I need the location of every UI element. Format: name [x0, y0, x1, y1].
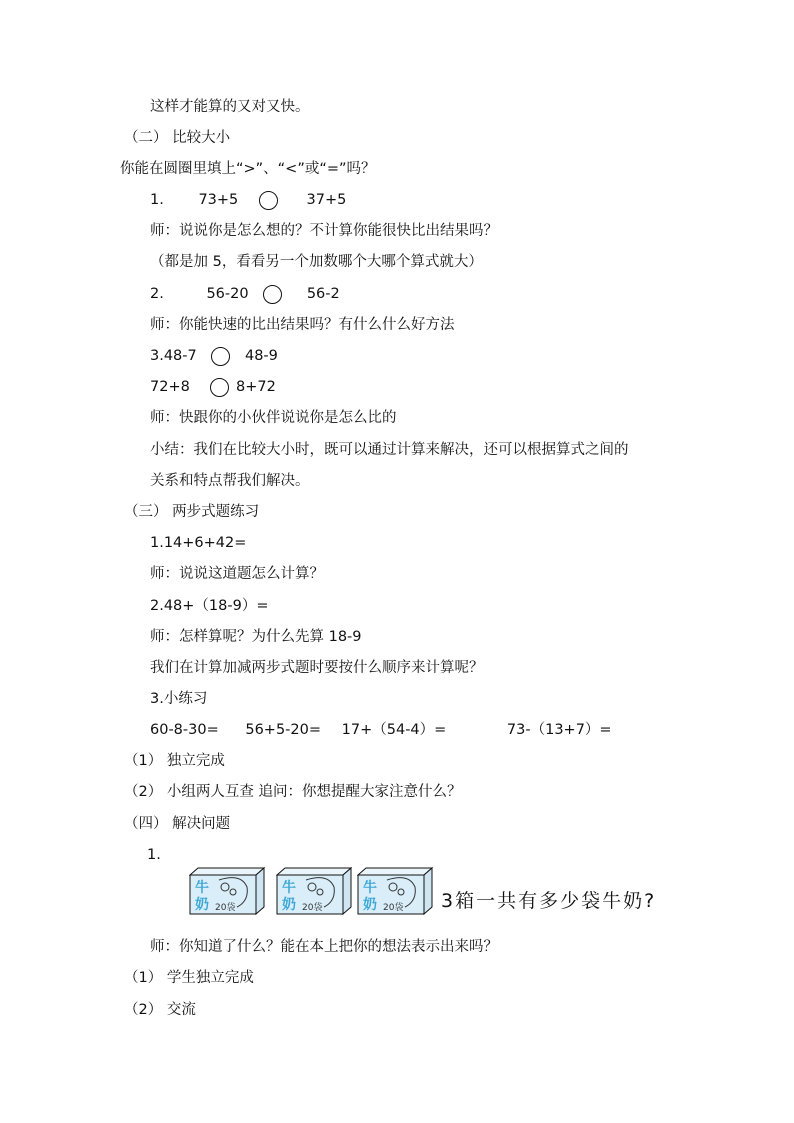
l26: 师：你知道了什么？能在本上把你的想法表示出来吗？	[150, 939, 498, 955]
compare-num: 2.	[150, 286, 164, 302]
l16: 师：说说这道题怎么计算？	[150, 566, 324, 582]
practice-item: 17+（54-4）=	[341, 722, 447, 738]
compare-row-4	[150, 377, 276, 397]
l23: （2） 小组两人互查 追问：你想提醒大家注意什么？	[124, 784, 462, 800]
section-2-heading: （二） 比较大小	[124, 130, 231, 146]
compare-left: 56-20	[206, 286, 249, 302]
l12: 小结：我们在比较大小时，既可以通过计算来解决，还可以根据算式之间的	[150, 442, 629, 458]
milk-char-top: 牛	[195, 880, 209, 896]
l18: 师：怎样算呢？为什么先算 18-9	[150, 629, 362, 645]
compare-right: 37+5	[306, 192, 347, 208]
milk-count: 20袋	[383, 903, 404, 913]
section-4-heading: （四） 解决问题	[124, 816, 231, 832]
compare-circle[interactable]	[263, 285, 282, 304]
l17: 2.48+（18-9）=	[150, 598, 269, 614]
milk-count: 20袋	[215, 903, 236, 913]
milk-char-bottom: 奶	[363, 897, 377, 913]
compare-row-3	[150, 346, 278, 366]
milk-question: 3箱一共有多少袋牛奶?	[441, 890, 657, 912]
compare-left: 72+8	[150, 379, 190, 395]
l28: （2） 交流	[124, 1002, 196, 1018]
l6: （都是加 5，看看另一个加数哪个大哪个算式就大）	[150, 254, 483, 270]
l3: 你能在圆圈里填上“>”、“<”或“=”吗？	[120, 161, 376, 177]
practice-item: 73-（13+7）=	[506, 722, 612, 738]
milk-count: 20袋	[302, 903, 323, 913]
milk-char-bottom: 奶	[195, 897, 209, 913]
compare-circle[interactable]	[211, 347, 230, 366]
section-3-heading: （三） 两步式题练习	[124, 504, 260, 520]
l27: （1） 学生独立完成	[124, 970, 254, 986]
l25: 1.	[147, 847, 161, 863]
l15: 1.14+6+42=	[150, 535, 247, 551]
compare-left: 73+5	[198, 192, 239, 208]
milk-char-top: 牛	[363, 880, 377, 896]
compare-circle[interactable]	[210, 378, 229, 397]
l13: 关系和特点帮我们解决。	[150, 473, 310, 489]
l19: 我们在计算加减两步式题时要按什么顺序来计算呢？	[150, 660, 484, 676]
l8: 师：你能快速的比出结果吗？有什么什么好方法	[150, 317, 455, 333]
compare-right: 8+72	[236, 379, 276, 395]
milk-char-bottom: 奶	[282, 897, 296, 913]
compare-row-1	[150, 190, 346, 210]
practice-row	[150, 720, 612, 740]
l20: 3.小练习	[150, 691, 208, 707]
l22: （1） 独立完成	[124, 753, 225, 769]
practice-item: 60-8-30=	[150, 722, 219, 738]
compare-right: 48-9	[244, 348, 278, 364]
compare-left: 3.48-7	[150, 348, 197, 364]
compare-circle[interactable]	[259, 191, 278, 210]
compare-row-2	[150, 284, 340, 304]
l1: 这样才能算的又对又快。	[150, 99, 310, 115]
practice-item: 56+5-20=	[245, 722, 322, 738]
compare-num: 1.	[150, 192, 164, 208]
compare-right: 56-2	[306, 286, 340, 302]
l11: 师：快跟你的小伙伴说说你是怎么比的	[150, 410, 397, 426]
milk-box	[189, 867, 265, 915]
milk-char-top: 牛	[282, 880, 296, 896]
milk-box	[357, 867, 433, 915]
milk-box	[276, 867, 352, 915]
l5: 师：说说你是怎么想的？不计算你能很快比出结果吗？	[150, 223, 498, 239]
